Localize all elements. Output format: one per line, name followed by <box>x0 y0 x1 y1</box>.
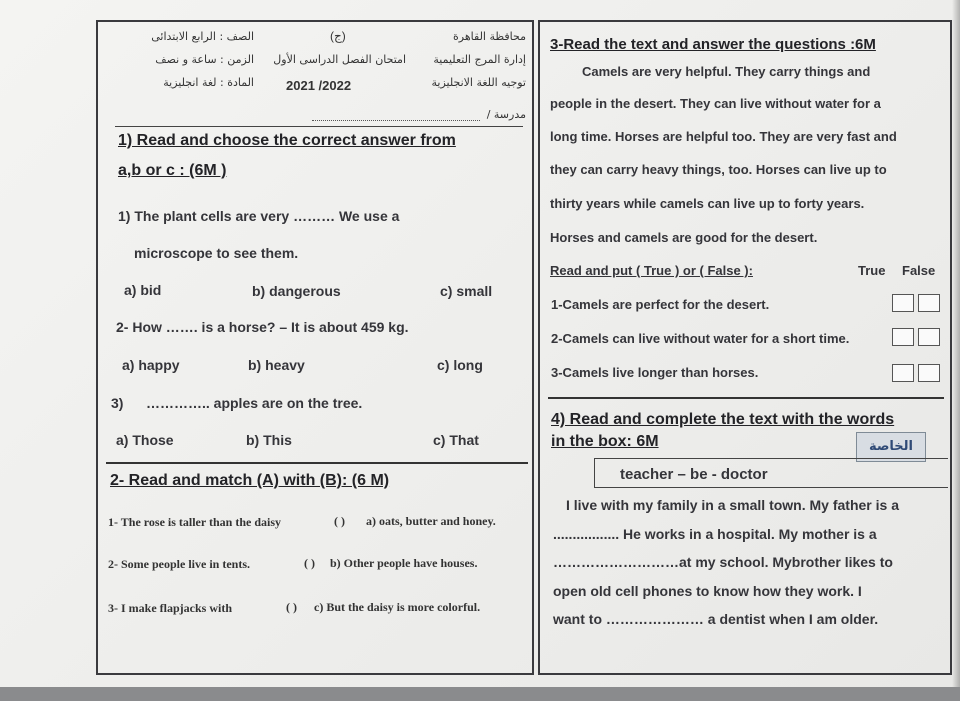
section3-divider <box>548 397 944 399</box>
tf-3-false-box[interactable] <box>918 364 940 382</box>
q3-option-c: c) That <box>433 432 479 448</box>
school-stamp: الخاصة <box>856 432 926 462</box>
completion-line-5: want to ………………… a dentist when I am older. <box>553 611 879 627</box>
q2-option-c: c) long <box>437 357 483 373</box>
governorate-label: محافظة القاهرة <box>453 30 526 43</box>
right-column <box>538 20 952 675</box>
tf-header-false: False <box>902 263 936 278</box>
passage-line-4: they can carry heavy things, too. Horses can live up to <box>550 162 887 177</box>
tf-2-true-box[interactable] <box>892 328 914 346</box>
passage-line-3: long time. Horses are helpful too. They are very fast and <box>550 129 897 144</box>
tf-2-false-box[interactable] <box>918 328 940 346</box>
grade-label: الصف : الرابع الابتدائى <box>151 30 254 43</box>
left-column <box>96 20 534 675</box>
q3-option-a: a) Those <box>116 432 174 448</box>
section1-divider <box>106 462 528 464</box>
page-bottom-edge <box>0 687 960 701</box>
match-row-1-b: a) oats, butter and honey. <box>366 514 496 528</box>
subject-label: المادة : لغة انجليزية <box>163 76 254 89</box>
section1-subtitle: a,b or c : (6M ) <box>118 162 227 179</box>
q3-option-b: b) This <box>246 432 292 448</box>
passage-line-6: Horses and camels are good for the desert. <box>550 230 818 245</box>
section2-title: 2- Read and match (A) with (B): (6 M) <box>110 472 390 489</box>
match-row-3-a: 3- I make flapjacks with <box>108 601 233 615</box>
administration-label: إدارة المرج التعليمية <box>433 53 526 66</box>
completion-line-1: I live with my family in a small town. My father is a <box>566 497 899 513</box>
q2-text: 2- How ……. is a horse? – It is about 459 kg. <box>116 319 409 335</box>
section4-subtitle: in the box: 6M <box>551 433 659 450</box>
year-label: 2021 /2022 <box>286 78 352 93</box>
word-box-words: teacher – be - doctor <box>620 466 768 483</box>
match-row-2-a: 2- Some people live in tents. <box>108 557 250 571</box>
tf-statement-3: 3-Camels live longer than horses. <box>551 365 759 380</box>
q3-text: ………….. apples are on the tree. <box>146 395 363 411</box>
form-code: (ج) <box>330 29 346 43</box>
supervision-label: توجيه اللغة الانجليزية <box>431 76 526 89</box>
completion-line-3: ………………………at my school. Mybrother likes to <box>553 554 893 570</box>
q1-option-c: c) small <box>440 283 493 299</box>
exam-label: امتحان الفصل الدراسى الأول <box>273 53 406 66</box>
passage-line-2: people in the desert. They can live without water for a <box>550 96 881 111</box>
school-fill-line <box>312 120 480 121</box>
passage-line-5: thirty years while camels can live up to forty years. <box>550 196 865 211</box>
match-row-3-paren: ( ) <box>286 600 297 614</box>
q1-text-cont: microscope to see them. <box>134 245 299 261</box>
q2-option-b: b) heavy <box>248 357 305 373</box>
section1-title: 1) Read and choose the correct answer from <box>118 132 456 149</box>
tf-statement-2: 2-Camels can live without water for a short time. <box>551 331 850 346</box>
match-row-2-b: b) Other people have houses. <box>330 556 478 570</box>
tf-statement-1: 1-Camels are perfect for the desert. <box>551 297 770 312</box>
match-row-2-paren: ( ) <box>304 556 315 570</box>
tf-3-true-box[interactable] <box>892 364 914 382</box>
time-label: الزمن : ساعة و نصف <box>155 53 254 66</box>
tf-instruction: Read and put ( True ) or ( False ): <box>550 263 753 278</box>
match-row-3-b: c) But the daisy is more colorful. <box>314 600 481 614</box>
school-label: مدرسة / <box>486 108 526 121</box>
completion-line-2: ................. He works in a hospital. My mother is a <box>553 526 877 542</box>
q1-option-b: b) dangerous <box>252 283 341 299</box>
q2-option-a: a) happy <box>122 357 180 373</box>
section3-title: 3-Read the text and answer the questions :6M <box>550 36 876 53</box>
match-row-1-a: 1- The rose is taller than the daisy <box>108 515 282 529</box>
header-divider <box>115 126 523 127</box>
match-row-1-paren: ( ) <box>334 514 345 528</box>
page-edge-shadow <box>952 0 960 701</box>
tf-header-true: True <box>858 263 886 278</box>
tf-1-true-box[interactable] <box>892 294 914 312</box>
passage-line-1: Camels are very helpful. They carry things and <box>582 64 871 79</box>
q1-option-a: a) bid <box>124 282 162 298</box>
completion-line-4: open old cell phones to know how they work. I <box>553 583 862 599</box>
q1-text: 1) The plant cells are very ……… We use a <box>118 208 400 224</box>
section4-title: 4) Read and complete the text with the words <box>551 411 895 428</box>
q3-number: 3) <box>111 395 124 411</box>
tf-1-false-box[interactable] <box>918 294 940 312</box>
